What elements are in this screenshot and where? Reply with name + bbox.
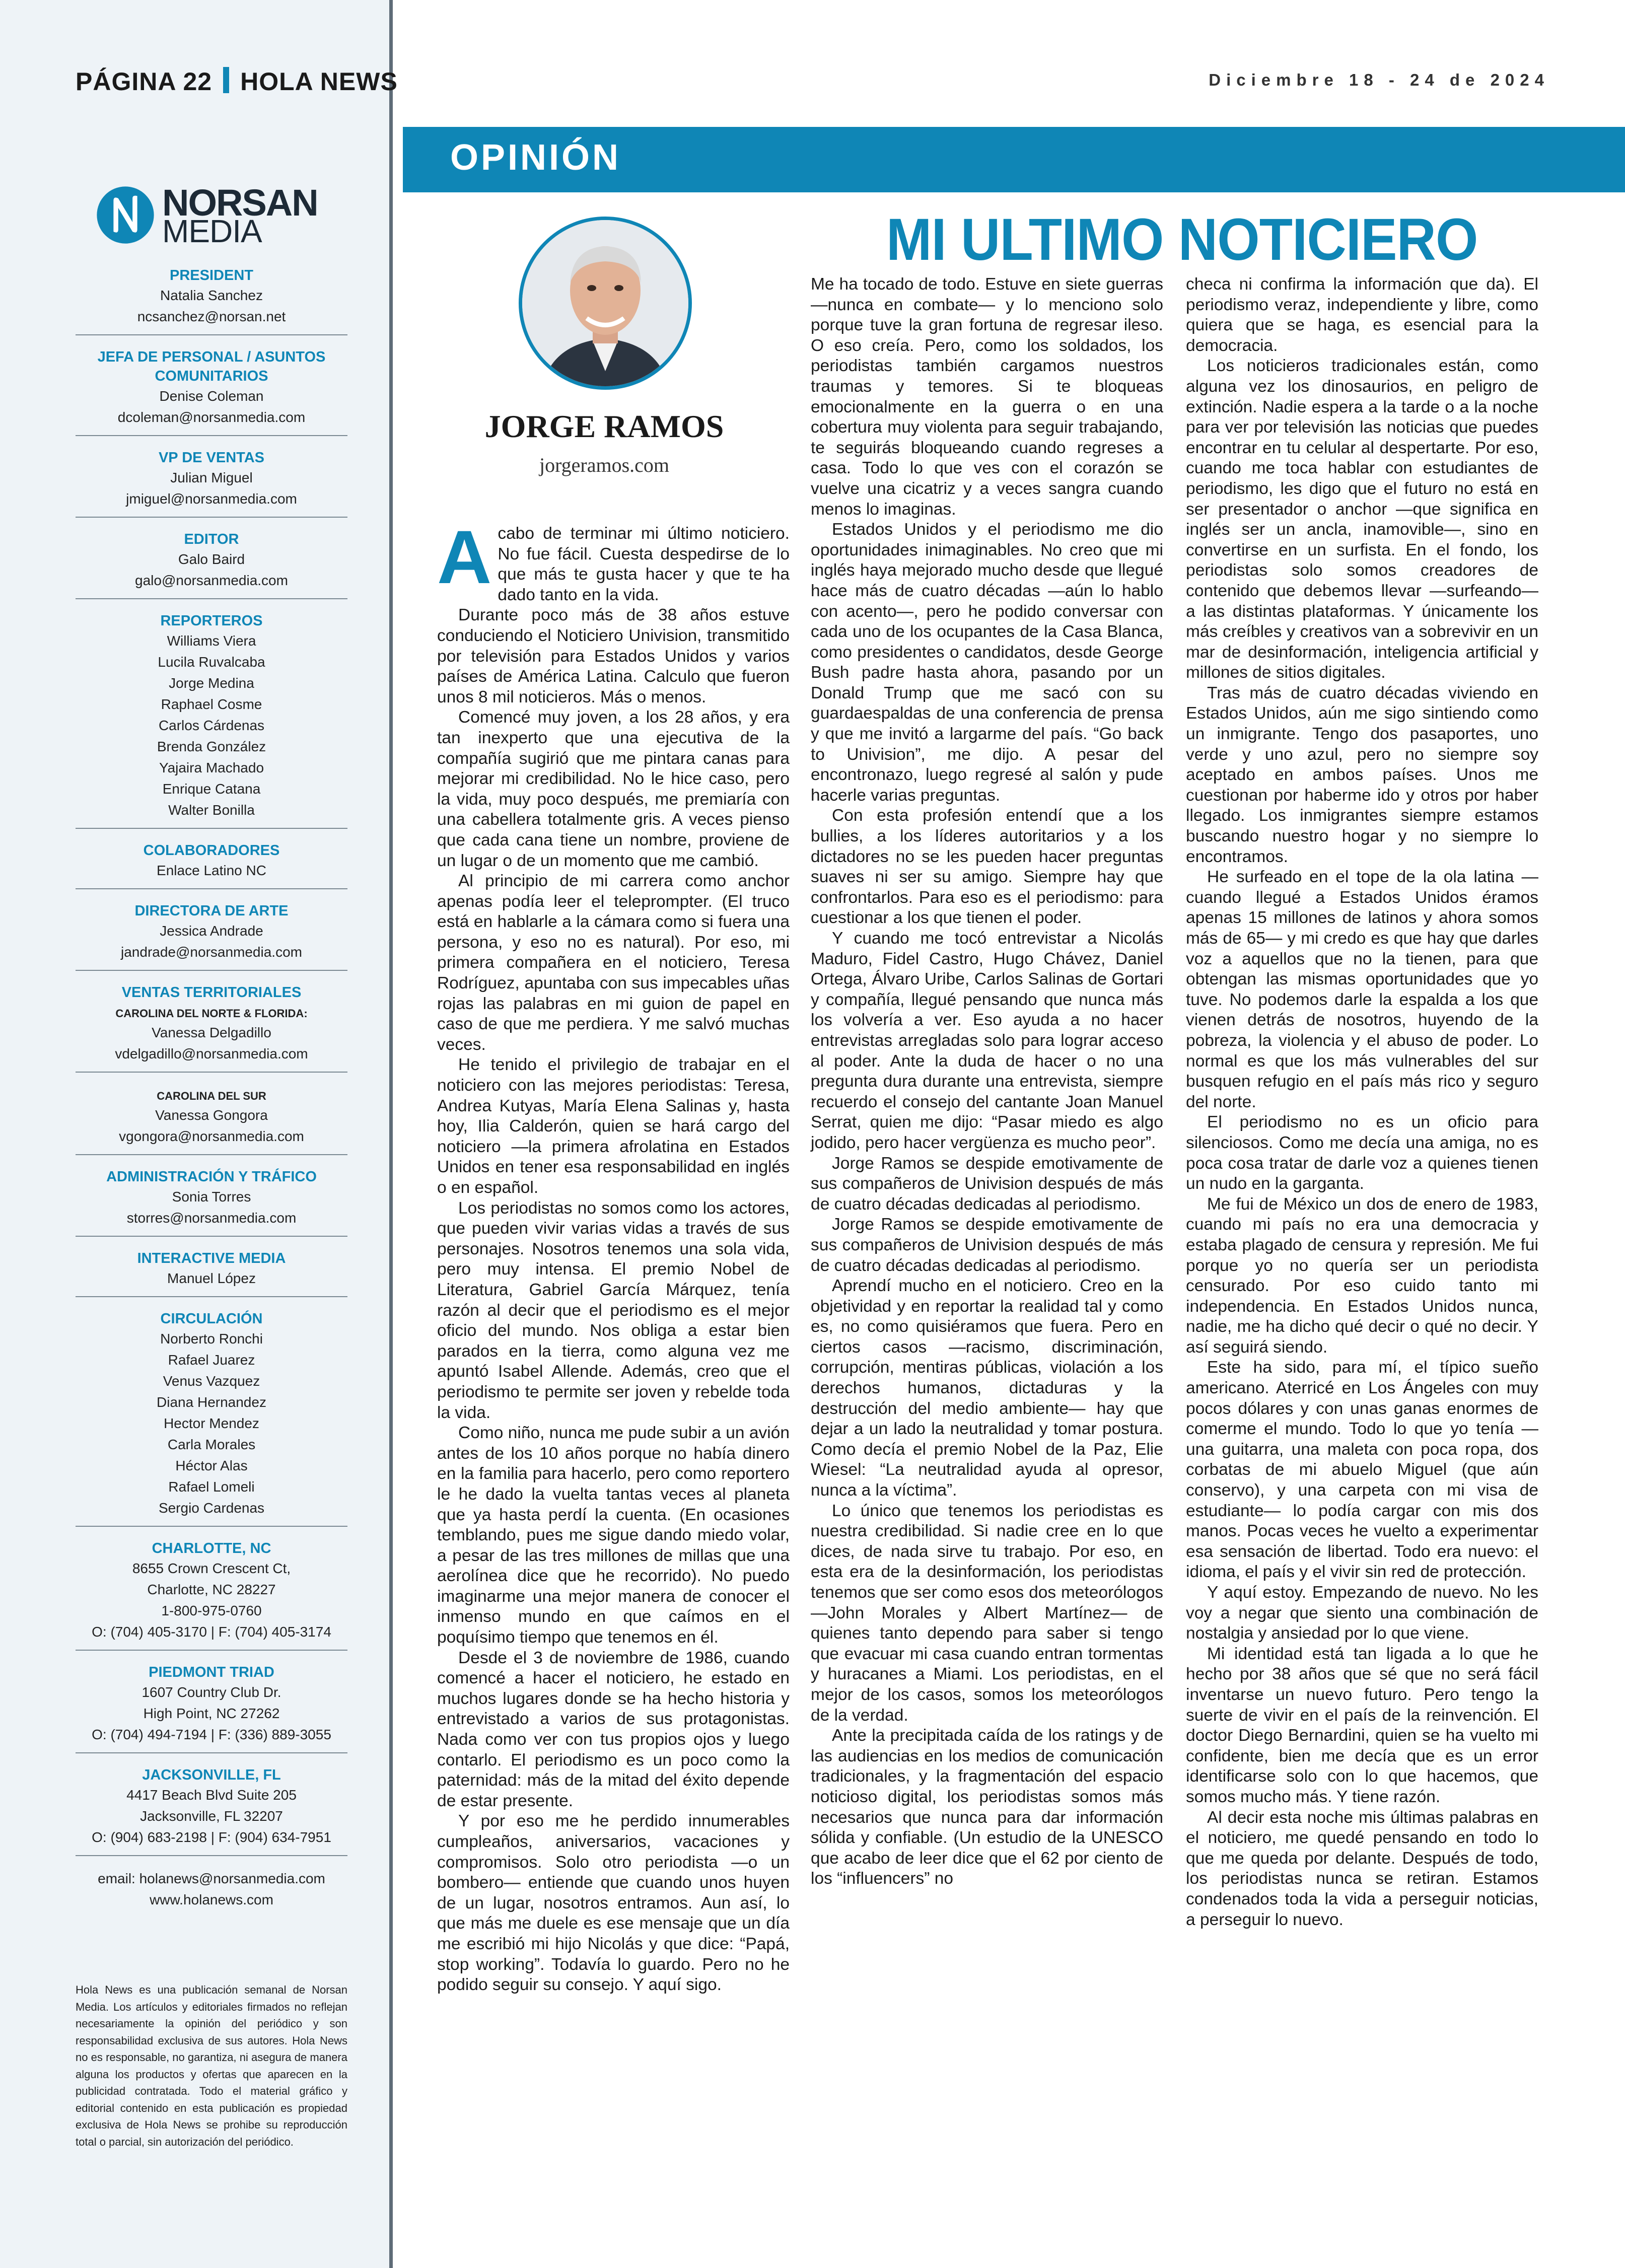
staff-section (76, 1535, 347, 1651)
staff-role: CIRCULACIÓN (160, 1311, 263, 1327)
staff-directory (76, 262, 347, 1926)
staff-line: Rafael Juarez (168, 1352, 255, 1368)
article-paragraph: Mi identidad está tan ligada a lo que he hecho por 38 años que sé que no será fácil inventarse un nuevo futuro. Pero tengo la suerte de vivir en el país de la reinvención. El doctor Diego Bernardini, quien se ha vuelto mi confidente, bien me decía que es un error identificarse solo con lo que hacemos, que somos mucho más. Y tiene razón. (1186, 1644, 1538, 1806)
staff-subregion: CAROLINA DEL NORTE & FLORIDA: (115, 1007, 308, 1020)
staff-section (76, 837, 347, 889)
staff-line: Lucila Ruvalcaba (158, 654, 265, 670)
staff-line: Jessica Andrade (160, 923, 263, 939)
staff-role: PIEDMONT TRIAD (149, 1664, 274, 1680)
staff-role: INTERACTIVE MEDIA (137, 1250, 286, 1266)
staff-role: EDITOR (184, 531, 239, 547)
staff-section (76, 1245, 347, 1297)
staff-line: Walter Bonilla (168, 802, 255, 818)
article-paragraph (437, 515, 790, 605)
article-paragraph: Comencé muy joven, a los 28 años, y era tan inexperto que una ejecutiva de la compañía sugirió que me pintara canas para mejorar mi credibilidad. No le hice caso, pero la vida, muy poco después, me premiaría con una cabellera totalmente gris. A veces pienso que cada cana tiene un nombre, proviene de un lugar o de un momento que me cambió. (437, 708, 790, 870)
author-portrait (519, 217, 692, 390)
page-number: PÁGINA 22 (76, 67, 213, 96)
staff-section (76, 897, 347, 971)
article-paragraph: Jorge Ramos se despide emotivamente de sus compañeros de Univision después de más de cuatro décadas dedicadas al periodismo. (811, 1215, 1163, 1275)
article-column-2 (811, 274, 1163, 1889)
staff-line: O: (704) 405-3170 | F: (704) 405-3174 (92, 1624, 331, 1640)
author-name: JORGE RAMOS (484, 408, 724, 444)
staff-section (76, 1864, 347, 1918)
article-headline: MI ULTIMO NOTICIERO (886, 206, 1478, 273)
article-paragraph: Al principio de mi carrera como anchor apenas podía leer el teleprompter. (El truco está en hablarle a la cámara como si fuera una persona, y eso no es natural). Por eso, mi primera compañera en el noticiero, Teresa Rodríguez, apuntaba con sus impecables uñas rojas las palabras en mi guion de papel en caso de que me perdiera. Y me salvó muchas veces. (437, 872, 790, 1054)
staff-section (76, 526, 347, 599)
staff-section (76, 343, 347, 436)
staff-line: Manuel López (167, 1270, 256, 1286)
article-paragraph: He tenido el privilegio de trabajar en el noticiero con las mejores periodistas: Teresa, Andrea Kutyas, María Elena Salinas y, hasta hoy, Ilia Calderón, quien se hará cargo del noticiero —la primera afrolatina en Estados Unidos en tener esa responsabilidad en inglés o en español. (437, 1055, 790, 1197)
article-paragraph: El periodismo no es un oficio para silenciosos. Como me decía una amiga, no es poca cosa tratar de darle voz a quienes tienen un nudo en la garganta. (1186, 1113, 1538, 1193)
article-paragraph-text: cabo de terminar mi último noticiero. No fue fácil. Cuesta despedirse de lo que más te gusta hacer y que te ha dado tanto en la vida. (498, 524, 790, 604)
staff-line: Jacksonville, FL 32207 (140, 1808, 283, 1824)
article-paragraph: Durante poco más de 38 años estuve conduciendo el Noticiero Univision, transmitido por televisión para Estados Unidos y varios países de América Latina. Calculo que fueron unos 8 mil noticieros. Más o menos. (437, 606, 790, 706)
staff-line: High Point, NC 27262 (143, 1706, 280, 1721)
staff-line: Carlos Cárdenas (158, 718, 265, 733)
article-paragraph: He surfeado en el tope de la ola latina —cuando llegué a Estados Unidos éramos apenas 15 millones de latinos y ahora somos más de 65— y mi credo es que hay que darles voz a aquellos que no la tienen, para que obtengan las mismas oportunidades que yo tuve. No podemos darle la espalda a los que vienen detrás de nosotros, huyendo de la pobreza, la violencia y el abuso de poder. Lo normal es que los más vulnerables del sur busquen refugio en el país más rico y seguro del norte. (1186, 868, 1538, 1111)
article-paragraph: Tras más de cuatro décadas viviendo en Estados Unidos, aún me sigo sintiendo como un inmigrante. Tengo dos pasaportes, uno verde y uno azul, pero no siempre soy aceptado en ambos países. Unos me cuestionan por haberme ido y otros por haber llegado. Los inmigrantes siempre estamos buscando nuestro hogar y no siempre lo encontramos. (1186, 683, 1538, 866)
article-paragraph: Aprendí mucho en el noticiero. Creo en la objetividad y en reportar la realidad tal y como es, no como quisiéramos que fuera. Pero en ciertos casos —racismo, discriminación, corrupción, mentiras públicas, violación a los derechos humanos, dictaduras y la destrucción del medio ambiente— hay que dejar a un lado la neutralidad y tomar postura. Como decía el premio Nobel de la Paz, Elie Wiesel: “La neutralidad ayuda al opresor, nunca a la víctima”. (811, 1277, 1163, 1500)
header-divider (223, 67, 229, 93)
article-paragraph: Ante la precipitada caída de los ratings y de las audiencias en los medios de comunicación tradicionales, y la fragmentación del espacio noticioso digital, los periodistas somos más necesarios que nunca para dar información sólida y confiable. (Un estudio de la UNESCO que acabo de leer dice que el 62 por ciento de los “influencers” no (811, 1726, 1163, 1888)
staff-line: jmiguel@norsanmedia.com (126, 491, 297, 507)
staff-section (76, 979, 347, 1073)
staff-role: REPORTEROS (160, 613, 263, 629)
publication-name: HOLA NEWS (240, 67, 398, 96)
staff-sidebar (0, 0, 398, 2268)
staff-line: Vanessa Delgadillo (152, 1025, 271, 1040)
staff-line: Enlace Latino NC (157, 863, 266, 878)
staff-role: PRESIDENT (170, 267, 253, 284)
section-banner (403, 127, 1625, 192)
article-column-1 (437, 515, 790, 1996)
staff-section (76, 1659, 347, 1753)
article-paragraph: Jorge Ramos se despide emotivamente de sus compañeros de Univision después de más de cuatro décadas dedicadas al periodismo. (811, 1154, 1163, 1214)
staff-line: Galo Baird (178, 551, 245, 567)
staff-line: Denise Coleman (159, 388, 264, 404)
article-paragraph: Y por eso me he perdido innumerables cumpleaños, aniversarios, vacaciones y compromisos. Solo otro periodista —o un bombero— entiende que cuando unos huyen de un lugar, nosotros entramos. Aun así, lo que más me duele es ese mensaje que un día me escribió mi hijo Nicolás y que dice: “Papá, stop working”. Todavía lo guardo. Pero no he podido seguir su consejo. Y aquí sigo. (437, 1812, 790, 1995)
logo-wordmark-media: MEDIA (162, 213, 262, 249)
article-paragraph: Este ha sido, para mí, el típico sueño americano. Aterricé en Los Ángeles con muy pocos dólares y con unas ganas enormes de comerme el mundo. Todo lo que yo tenía —una guitarra, una maleta con poca ropa, dos corbatas de mi abuelo Miguel (que aún conservo), y una carpeta con mi visa de estudiante— lo podía cargar con mis dos manos. Pocas veces he vuelto a experimentar esa sensación de libertad. Todo era nuevo: el idioma, el país y el vivir sin red de protección. (1186, 1358, 1538, 1582)
staff-line: O: (904) 683-2198 | F: (904) 634-7951 (92, 1829, 331, 1845)
article-paragraph: Los periodistas no somos como los actores, que pueden vivir varias vidas a través de sus personajes. Nosotros tenemos una sola vida, pero muy intensa. El premio Nobel de Literatura, Gabriel García Márquez, tenía razón al decir que el periodismo es el mejor oficio del mundo. Nos obliga a estar bien parados en la tierra, como alguna vez me apuntó Isabel Allende. Además, creo que el periodismo te permite ser joven y rebelde toda la vida. (437, 1198, 790, 1422)
article-paragraph: Me ha tocado de todo. Estuve en siete guerras —nunca en combate— y lo menciono solo porque tuve la gran fortuna de regresar ileso. O eso creía. Pero, como los soldados, los periodistas también cargamos nuestros traumas y temores. Si te bloqueas emocionalmente en la guerra o en una cobertura muy violenta para seguir trabajando, te seguirás bloqueando cuando regreses a casa. Todo lo que ves con el corazón se vuelve una cicatriz y a veces sangra cuando menos lo imaginas. (811, 275, 1163, 519)
staff-line: Rafael Lomeli (168, 1479, 255, 1495)
article-paragraph: checa ni confirma la información que da). El periodismo veraz, independiente y libre, como quiera que se haga, es esencial para la democracia. (1186, 275, 1538, 355)
staff-role: JEFA DE PERSONAL / ASUNTOS COMUNITARIOS (97, 349, 326, 384)
staff-section (76, 444, 347, 518)
staff-line: Julian Miguel (170, 470, 253, 485)
staff-line: Yajaira Machado (159, 760, 264, 775)
staff-section (76, 1761, 347, 1856)
article-paragraph: Y cuando me tocó entrevistar a Nicolás Maduro, Fidel Castro, Hugo Chávez, Daniel Ortega, Álvaro Uribe, Carlos Salinas de Gortari y compañía, llegué pensando que nunca más los volvería a ver. Eso ayuda a no hacer entrevistas arregladas solo para lograr acceso al poder. Ante la duda de hacer o no una pregunta dura durante una entrevista, siempre recuerdo el consejo del cantante Joan Manuel Serrat, quien me dijo: “Pasar miedo es algo jodido, pero hacer vergüenza es mucho peor”. (811, 929, 1163, 1152)
publication-disclaimer: Hola News es una publicación semanal de Norsan Media. Los artículos y editoriales firmados no reflejan necesariamente la opinión del periódico y son responsabilidad exclusiva de sus autores. Hola News no es responsable, no garantiza, ni asegura de manera alguna los productos y ofertas que aparecen en la publicidad contratada. Todo el material gráfico y editorial contenido en esta publicación es propiedad exclusiva de Hola News se prohibe su reproducción total o parcial, sin autorización del periódico. (76, 1983, 347, 2148)
staff-line: Charlotte, NC 28227 (147, 1582, 276, 1597)
logo-wordmark-norsan: NORSAN (162, 182, 318, 224)
staff-line: Héctor Alas (175, 1458, 248, 1473)
issue-date: Diciembre 18 - 24 de 2024 (1209, 70, 1549, 89)
staff-line: O: (704) 494-7194 | F: (336) 889-3055 (92, 1727, 331, 1742)
author-website: jorgeramos.com (539, 454, 670, 476)
staff-line: galo@norsanmedia.com (135, 573, 288, 588)
staff-role: ADMINISTRACIÓN Y TRÁFICO (106, 1169, 317, 1185)
staff-line: storres@norsanmedia.com (126, 1210, 297, 1226)
staff-line: ncsanchez@norsan.net (137, 309, 286, 324)
staff-line: Sonia Torres (172, 1189, 251, 1204)
staff-section (76, 607, 347, 829)
article-paragraph: Me fui de México un dos de enero de 1983, cuando mi país no era una democracia y estaba plagado de censura y represión. Me fui porque yo no quería ser un periodista censurado. Por eso cuido tanto mi independencia. En Estados Unidos nunca, nadie, me ha dicho qué decir o qué no decir. Y así seguirá siendo. (1186, 1194, 1538, 1357)
staff-line: www.holanews.com (150, 1892, 273, 1907)
staff-line: 8655 Crown Crescent Ct, (132, 1561, 291, 1576)
staff-section (76, 262, 347, 335)
article-paragraph: Al decir esta noche mis últimas palabras en el noticiero, me quedé pensando en todo lo que me queda por delante. Después de todo, los periodistas nunca se retiran. Estamos condenados toda la vida a perseguir noticias, a perseguir lo nuevo. (1186, 1808, 1538, 1929)
staff-line: Williams Viera (167, 633, 256, 649)
staff-line: vgongora@norsanmedia.com (119, 1128, 304, 1144)
author-photo-icon (522, 220, 688, 386)
staff-line: Brenda González (157, 739, 266, 754)
staff-line: email: holanews@norsanmedia.com (98, 1871, 325, 1886)
staff-role: COLABORADORES (143, 842, 280, 859)
article-paragraph: Como niño, nunca me pude subir a un avión antes de los 10 años porque no había dinero en la familia para hacerlo, pero como reportero le he dado la vuelta tantas veces al planeta que ya hasta perdí la cuenta. (En ocasiones temblando, pues me sigue dando miedo volar, a pesar de las tres millones de millas que una aerolínea dice que he recorrido). No puedo imaginarme una mejor manera de conocer el inmenso mundo en que caímos en el poquísimo tiempo que tenemos en él. (437, 1424, 790, 1647)
staff-subregion: CAROLINA DEL SUR (157, 1090, 266, 1102)
staff-section (76, 1163, 347, 1237)
staff-line: jandrade@norsanmedia.com (121, 944, 302, 960)
staff-line: Sergio Cardenas (158, 1500, 265, 1516)
section-title: OPINIÓN (450, 137, 621, 178)
staff-line: 4417 Beach Blvd Suite 205 (126, 1787, 297, 1803)
staff-line: Norberto Ronchi (160, 1331, 263, 1346)
norsan-logo-icon (96, 185, 155, 245)
article-paragraph: Lo único que tenemos los periodistas es nuestra credibilidad. Si nadie cree en lo que dices, de nada sirve tu trabajo. Por eso, en esta era de la desinformación, los periodistas tenemos que ser como esos dos meteorólogos —John Morales y Albert Martínez— de quienes tanto dependo para saber si tengo que evacuar mi casa cuando entran tormentas y huracanes a Miami. Los periodistas, en el mejor de los casos, somos los meteorólogos de la verdad. (811, 1501, 1163, 1725)
staff-role: CHARLOTTE, NC (152, 1540, 271, 1556)
staff-line: dcoleman@norsanmedia.com (117, 409, 306, 425)
staff-line: Raphael Cosme (161, 696, 262, 712)
article-paragraph: Y aquí estoy. Empezando de nuevo. No les voy a negar que siento una combinación de nostalgia y ansiedad por lo que viene. (1186, 1583, 1538, 1643)
article-paragraph: Con esta profesión entendí que a los bullies, a los líderes autoritarios y a los dictadores no se les pueden hacer preguntas suaves ni ser su amigo. Siempre hay que confrontarlos. Para eso es el periodismo: para cuestionar a los que tienen el poder. (811, 806, 1163, 928)
staff-role: DIRECTORA DE ARTE (134, 903, 289, 919)
staff-line: Diana Hernandez (157, 1394, 266, 1410)
article-column-3 (1186, 274, 1538, 1930)
staff-line: 1-800-975-0760 (161, 1603, 262, 1618)
staff-role: VP DE VENTAS (158, 450, 265, 466)
staff-role: VENTAS TERRITORIALES (121, 984, 302, 1001)
staff-line: vdelgadillo@norsanmedia.com (115, 1046, 308, 1061)
norsan-media-logo (96, 181, 332, 247)
staff-line: Jorge Medina (169, 675, 254, 691)
staff-line: 1607 Country Club Dr. (142, 1684, 281, 1700)
staff-section (76, 1081, 347, 1155)
staff-line: Enrique Catana (162, 781, 261, 797)
staff-line: Vanessa Gongora (155, 1107, 268, 1123)
staff-line: Carla Morales (167, 1437, 256, 1452)
article-paragraph: Estados Unidos y el periodismo me dio oportunidades inimaginables. No creo que mi inglés haya mejorado mucho desde que llegué hace más de cuatro décadas —aún lo hablo con acento—, pero he podido conversar con cada uno de los ocupantes de la Casa Blanca, como presidentes o candidatos, desde George Bush padre hasta ahora, pasando por un Donald Trump que me sacó con su guardaespaldas de una conferencia de prensa y que me invitó a largarme del país. “Go back to Univision”, me dijo. A pesar del encontronazo, luego regresé al salón y pude hacerle varias preguntas. (811, 520, 1163, 805)
page-header-label (76, 67, 398, 96)
article-paragraph: Desde el 3 de noviembre de 1986, cuando comencé a hacer el noticiero, he estado en muchos lugares donde se ha hecho historia y entrevistado a varios de sus protagonistas. Nada como ver con tus propios ojos y luego contarlo. El periodismo es un poco como la paternidad: más de la mitad del éxito depende de estar presente. (437, 1648, 790, 1810)
staff-line: Hector Mendez (164, 1415, 259, 1431)
drop-cap: A (437, 515, 492, 599)
staff-line: Natalia Sanchez (160, 288, 263, 303)
staff-line: Venus Vazquez (163, 1373, 260, 1389)
staff-role: JACKSONVILLE, FL (142, 1767, 281, 1783)
article-paragraph: Los noticieros tradicionales están, como alguna vez los dinosaurios, en peligro de extinción. Nadie espera a la tarde o a la noche para ver por televisión las noticias que puedes encontrar en tu celular al despertarte. Por eso, cuando me toca hablar con estudiantes de periodismo, les digo que el futuro no está en ser presentador o anchor —que significa en inglés ser un ancla, inamovible—, sino en convertirse en un surfista. En el fondo, los periodistas solo somos creadores de contenido que debemos llevar —surfeando— a las distintas plataformas. Y únicamente los más creíbles y creativos van a sobrevivir en un mar de desinformación, inteligencia artificial y millones de sitios digitales. (1186, 357, 1538, 682)
staff-section (76, 1305, 347, 1527)
